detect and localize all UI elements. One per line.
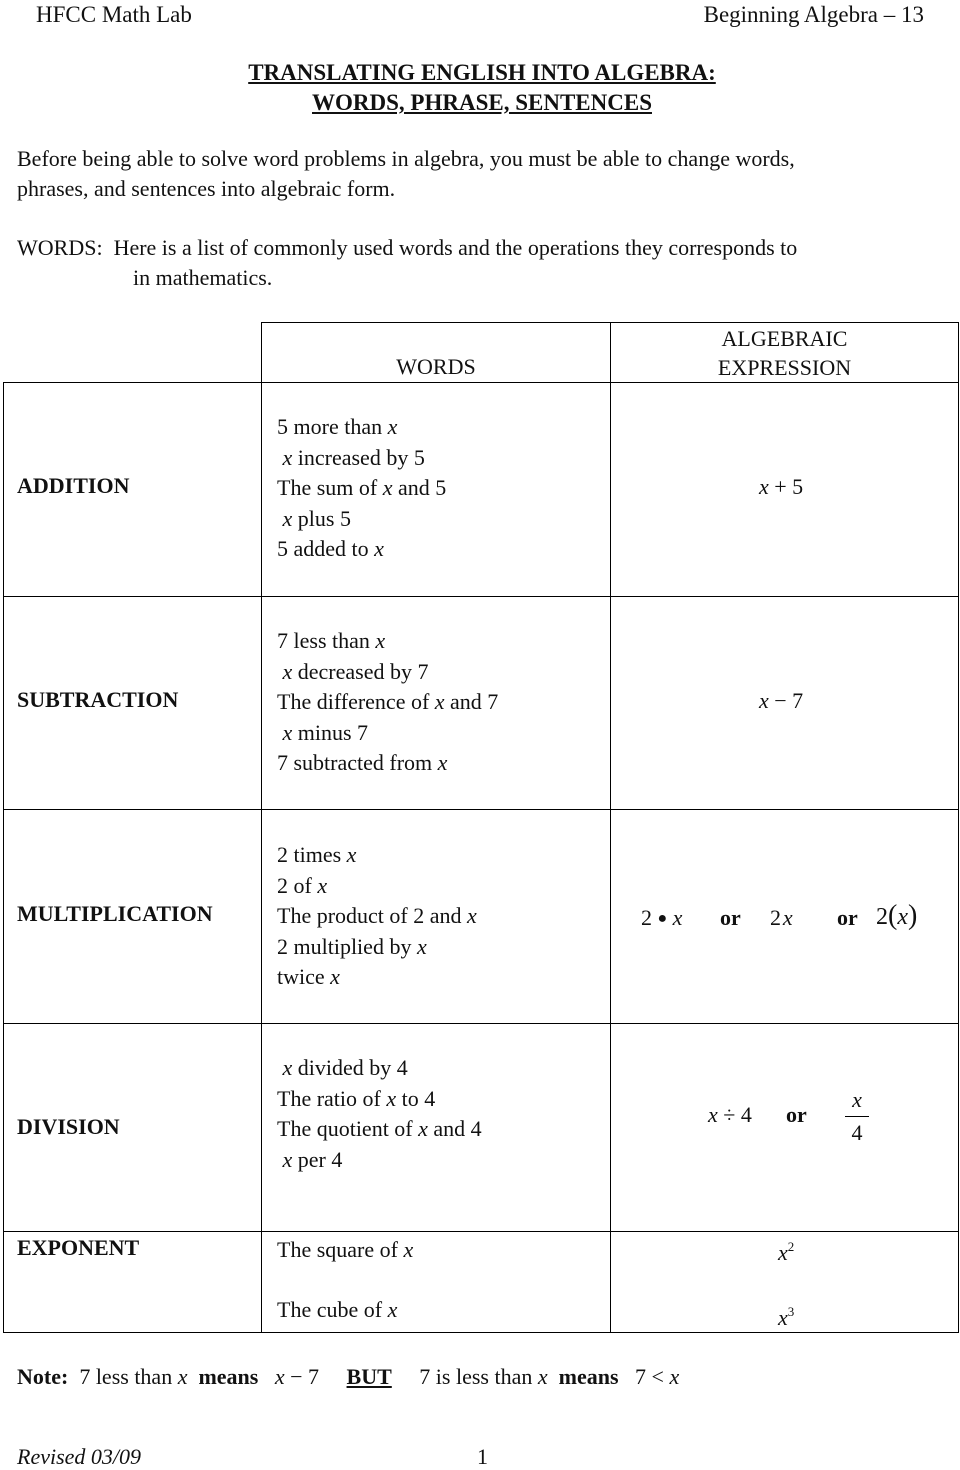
fraction-numerator: x	[852, 1087, 862, 1112]
exponent-cube-expr: $x^3$	[778, 1304, 795, 1330]
header-left: HFCC Math Lab	[36, 2, 192, 27]
page-title-line2: WORDS, PHRASE, SENTENCES	[312, 90, 652, 115]
list-item: The sum of x and 5	[277, 475, 447, 501]
exponent-words	[277, 1235, 413, 1266]
exponent-words-2	[277, 1295, 397, 1326]
header-expr-line1: ALGEBRAIC	[721, 326, 848, 351]
list-item: The quotient of x and 4	[277, 1116, 482, 1142]
multiplication-or-1: or	[720, 905, 741, 930]
list-item: x divided by 4	[282, 1055, 408, 1080]
table-rule	[3, 1231, 959, 1232]
table-rule	[3, 382, 959, 383]
words-label: WORDS:	[17, 235, 103, 260]
header-right: Beginning Algebra – 13	[703, 2, 924, 27]
row-label-subtraction: SUBTRACTION	[17, 687, 179, 712]
note-but: BUT	[346, 1364, 392, 1389]
note-line: Note: 7 less than x means x − 7 BUT 7 is less than x means 7 < x	[17, 1364, 680, 1389]
list-item: x decreased by 7	[282, 658, 429, 684]
table-rule	[3, 382, 4, 1333]
multiplication-expr-dot: 2 ● x	[641, 905, 683, 930]
list-item: x plus 5	[282, 505, 351, 531]
list-item: 2 times x	[277, 842, 357, 867]
fraction-denominator: 4	[851, 1120, 863, 1145]
note-means-2: means	[558, 1364, 619, 1389]
list-item: The square of x	[277, 1237, 414, 1262]
header-words: WORDS	[396, 354, 476, 379]
division-words	[277, 1053, 482, 1175]
list-item: x per 4	[282, 1146, 343, 1172]
list-item: x minus 7	[282, 719, 369, 745]
table-rule	[610, 322, 611, 1333]
exponent-square-expr: $x^2$	[778, 1239, 795, 1265]
list-item: 7 subtracted from x	[277, 750, 448, 776]
note-label: Note:	[17, 1364, 69, 1389]
list-item: x increased by 5	[282, 444, 425, 470]
table-rule	[3, 809, 959, 810]
row-label-addition: ADDITION	[17, 473, 130, 498]
table-rule	[3, 596, 959, 597]
words-section-line1	[17, 233, 797, 263]
row-label-division: DIVISION	[17, 1114, 120, 1139]
subtraction-expression: x − 7	[759, 688, 804, 713]
table-rule	[3, 1023, 959, 1024]
table-rule	[3, 1332, 959, 1333]
row-label-exponent: EXPONENT	[17, 1235, 140, 1260]
words-text1: Here is a list of commonly used words and the operations they corresponds to	[113, 235, 798, 260]
list-item: The product of 2 and x	[277, 903, 477, 929]
header-expr-line2: EXPRESSION	[717, 355, 852, 380]
table-rule	[261, 322, 262, 1333]
header-algebraic-expression	[610, 324, 959, 382]
words-section-line2: in mathematics.	[133, 265, 273, 290]
list-item: 2 multiplied by x	[277, 933, 427, 959]
footer-page-number: 1	[477, 1444, 488, 1469]
multiplication-or-2: or	[837, 905, 858, 930]
page-title-line1: TRANSLATING ENGLISH INTO ALGEBRA:	[248, 60, 716, 85]
fraction-bar	[845, 1116, 869, 1117]
table-rule	[958, 322, 959, 1333]
list-item: 5 added to x	[277, 536, 384, 562]
subtraction-words	[277, 626, 498, 779]
bullet-dot-icon: ●	[657, 910, 668, 927]
intro-line1: Before being able to solve word problems in algebra, you must be able to change words,	[17, 146, 795, 171]
list-item: 7 less than x	[277, 628, 386, 653]
operations-table	[3, 322, 959, 1333]
division-expr-obelus: x ÷ 4	[708, 1102, 752, 1127]
multiplication-words	[277, 840, 477, 993]
division-or: or	[786, 1102, 807, 1127]
row-label-multiplication: MULTIPLICATION	[17, 901, 213, 926]
footer-revised: Revised 03/09	[17, 1444, 142, 1469]
note-means-1: means	[198, 1364, 259, 1389]
list-item: 5 more than x	[277, 414, 398, 439]
list-item: The ratio of x to 4	[277, 1085, 436, 1111]
multiplication-expr-paren: 2(x)	[876, 900, 918, 931]
list-item: 2 of x	[277, 872, 328, 898]
division-fraction	[845, 1087, 869, 1146]
addition-words	[277, 412, 446, 565]
list-item: twice x	[277, 964, 340, 990]
intro-line2: phrases, and sentences into algebraic form.	[17, 176, 396, 201]
multiplication-expr-juxtapose: 2 x	[770, 905, 793, 930]
list-item: The difference of x and 7	[277, 689, 499, 715]
list-item: The cube of x	[277, 1297, 398, 1322]
addition-expression: x + 5	[759, 474, 804, 499]
